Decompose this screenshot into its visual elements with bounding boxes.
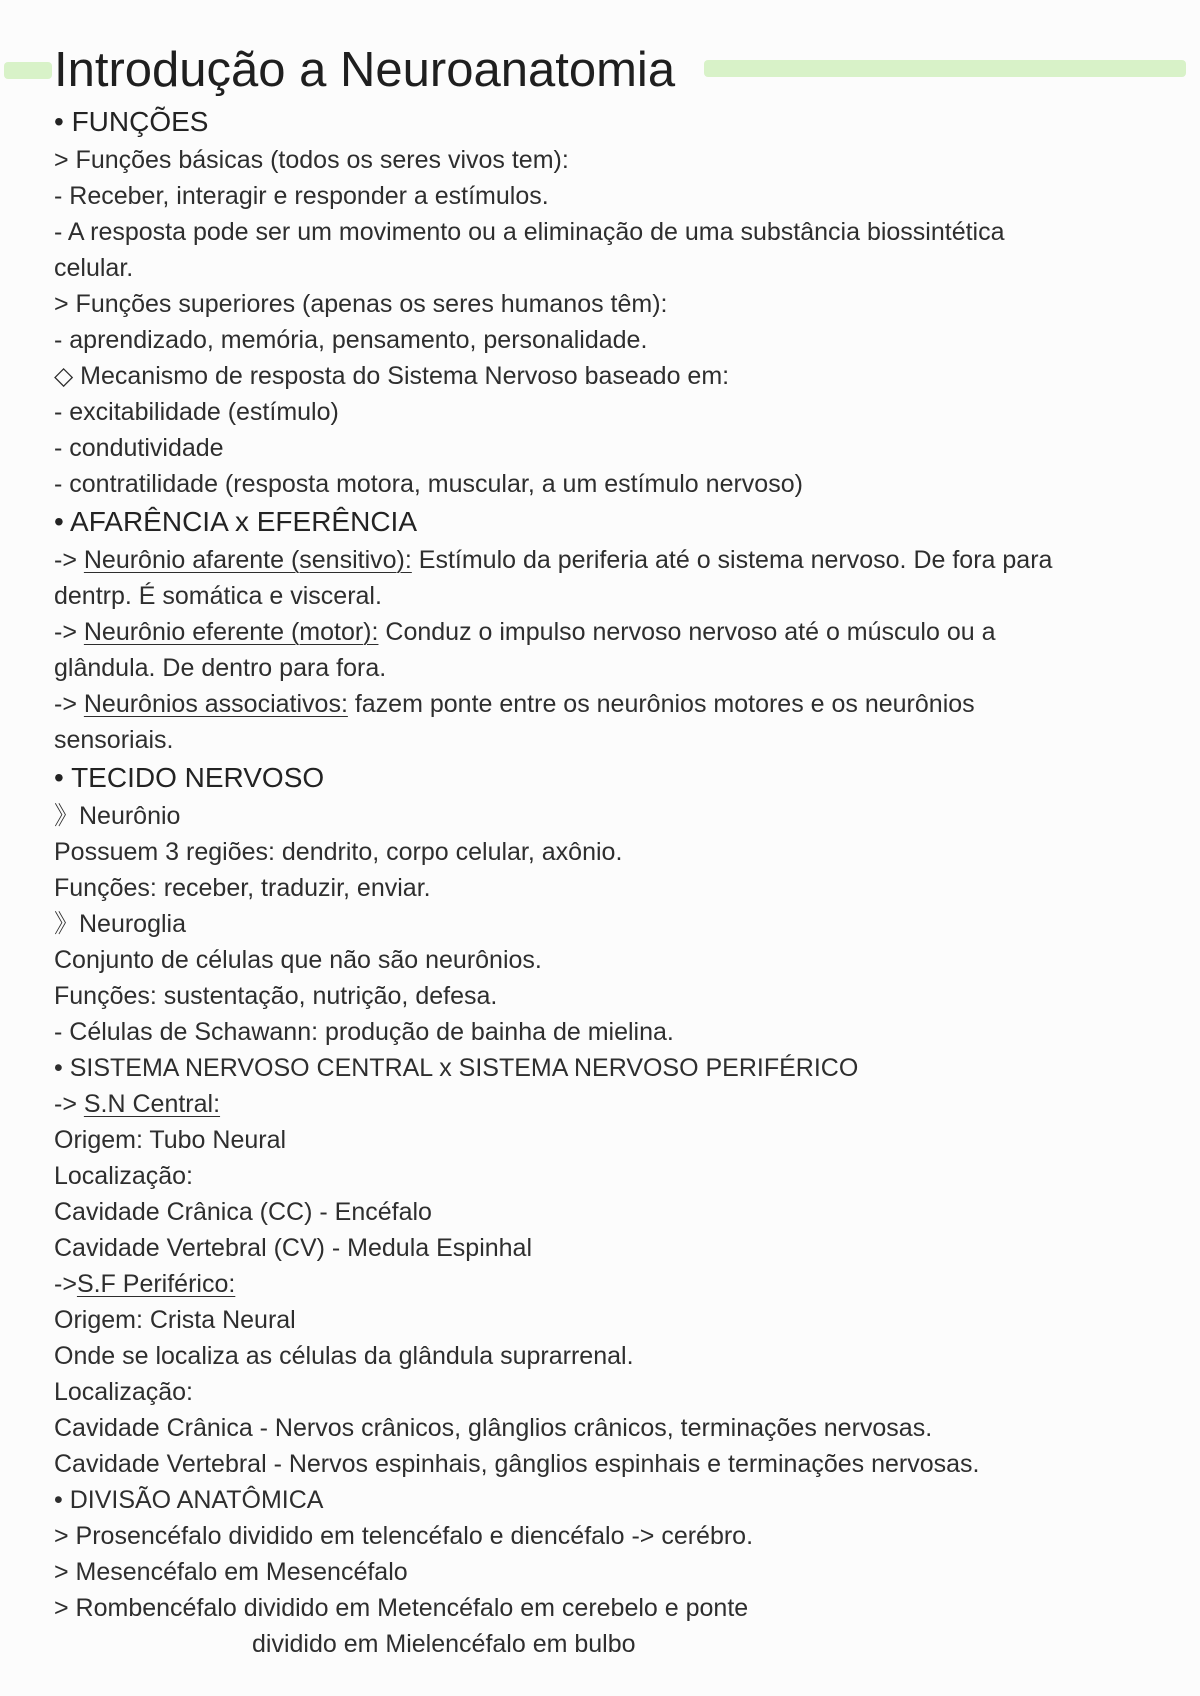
arrow-prefix: -> — [54, 690, 84, 718]
term-text: Conduz o impulso nervoso nervoso até o músculo ou a — [378, 618, 996, 646]
note-line: 》Neuroglia — [54, 910, 187, 938]
term-text: fazem ponte entre os neurônios motores e os neurônios — [347, 690, 975, 718]
note-line: Origem: Tubo Neural — [54, 1126, 287, 1154]
note-line: - A resposta pode ser um movimento ou a eliminação de uma substância biossintética — [54, 218, 1005, 246]
note-line — [54, 1266, 1174, 1302]
note-line: dentrp. É somática e visceral. — [54, 582, 382, 610]
note-line: - aprendizado, memória, pensamento, personalidade. — [54, 326, 648, 354]
note-line: Cavidade Crânica (CC) - Encéfalo — [54, 1198, 432, 1226]
arrow-prefix: -> — [54, 1090, 84, 1118]
note-line: Cavidade Crânica - Nervos crânicos, glânglios crânicos, terminações nervosas. — [54, 1414, 933, 1442]
note-line: glândula. De dentro para fora. — [54, 654, 387, 682]
note-line: - condutividade — [54, 434, 224, 462]
page-title: Introdução a Neuroanatomia — [54, 43, 676, 97]
note-line: > Mesencéfalo em Mesencéfalo — [54, 1558, 408, 1586]
section-heading-sistema: • SISTEMA NERVOSO CENTRAL x SISTEMA NERVOSO PERIFÉRICO — [54, 1054, 859, 1082]
note-line: - excitabilidade (estímulo) — [54, 398, 339, 426]
note-line: dividido em Mielencéfalo em bulbo — [252, 1630, 636, 1658]
note-line: > Prosencéfalo dividido em telencéfalo e diencéfalo -> cerébro. — [54, 1522, 754, 1550]
section-heading-divisao: • DIVISÃO ANATÔMICA — [54, 1486, 324, 1514]
note-line: Funções: receber, traduzir, enviar. — [54, 874, 431, 902]
note-line: Conjunto de células que não são neurônios. — [54, 946, 542, 974]
note-line: Localização: — [54, 1378, 193, 1406]
arrow-prefix: -> — [54, 546, 84, 574]
note-line: > Funções superiores (apenas os seres humanos têm): — [54, 290, 668, 318]
term-text: Estímulo da periferia até o sistema nervoso. De fora para — [411, 546, 1053, 574]
title-row — [0, 36, 1200, 104]
underlined-term: Neurônio eferente (motor): — [83, 618, 379, 646]
note-line: Origem: Crista Neural — [54, 1306, 296, 1334]
note-line: - Células de Schawann: produção de bainha de mielina. — [54, 1018, 674, 1046]
note-line: Cavidade Vertebral (CV) - Medula Espinhal — [54, 1234, 533, 1262]
note-line: sensoriais. — [54, 726, 174, 754]
note-line — [54, 614, 1174, 650]
note-line: > Funções básicas (todos os seres vivos tem): — [54, 146, 569, 174]
underlined-term: S.F Periférico: — [76, 1270, 236, 1298]
note-line — [54, 542, 1174, 578]
note-content — [54, 102, 1174, 1662]
note-line: Onde se localiza as células da glândula suprarrenal. — [54, 1342, 634, 1370]
note-line: Funções: sustentação, nutrição, defesa. — [54, 982, 498, 1010]
note-line: ◇ Mecanismo de resposta do Sistema Nervoso baseado em: — [54, 362, 730, 390]
underlined-term: Neurônio afarente (sensitivo): — [83, 546, 412, 574]
note-line: Possuem 3 regiões: dendrito, corpo celular, axônio. — [54, 838, 623, 866]
note-line: > Rombencéfalo dividido em Metencéfalo em cerebelo e ponte — [54, 1594, 749, 1622]
note-line: celular. — [54, 254, 134, 282]
note-line: - contratilidade (resposta motora, muscular, a um estímulo nervoso) — [54, 470, 803, 498]
section-heading-tecido: • TECIDO NERVOSO — [54, 762, 325, 793]
title-highlight-right — [704, 60, 1186, 77]
arrow-prefix: -> — [54, 1270, 77, 1298]
underlined-term: Neurônios associativos: — [83, 690, 348, 718]
note-line: Localização: — [54, 1162, 193, 1190]
section-heading-aferencia: • AFARÊNCIA x EFERÊNCIA — [54, 506, 418, 537]
section-heading-funcoes: • FUNÇÕES — [54, 106, 209, 137]
note-line — [54, 686, 1174, 722]
title-highlight-left — [4, 62, 52, 79]
arrow-prefix: -> — [54, 618, 84, 646]
note-line: 》Neurônio — [54, 802, 181, 830]
note-line — [54, 1086, 1174, 1122]
note-line: - Receber, interagir e responder a estímulos. — [54, 182, 549, 210]
underlined-term: S.N Central: — [83, 1090, 221, 1118]
note-line: Cavidade Vertebral - Nervos espinhais, gânglios espinhais e terminações nervosas. — [54, 1450, 980, 1478]
